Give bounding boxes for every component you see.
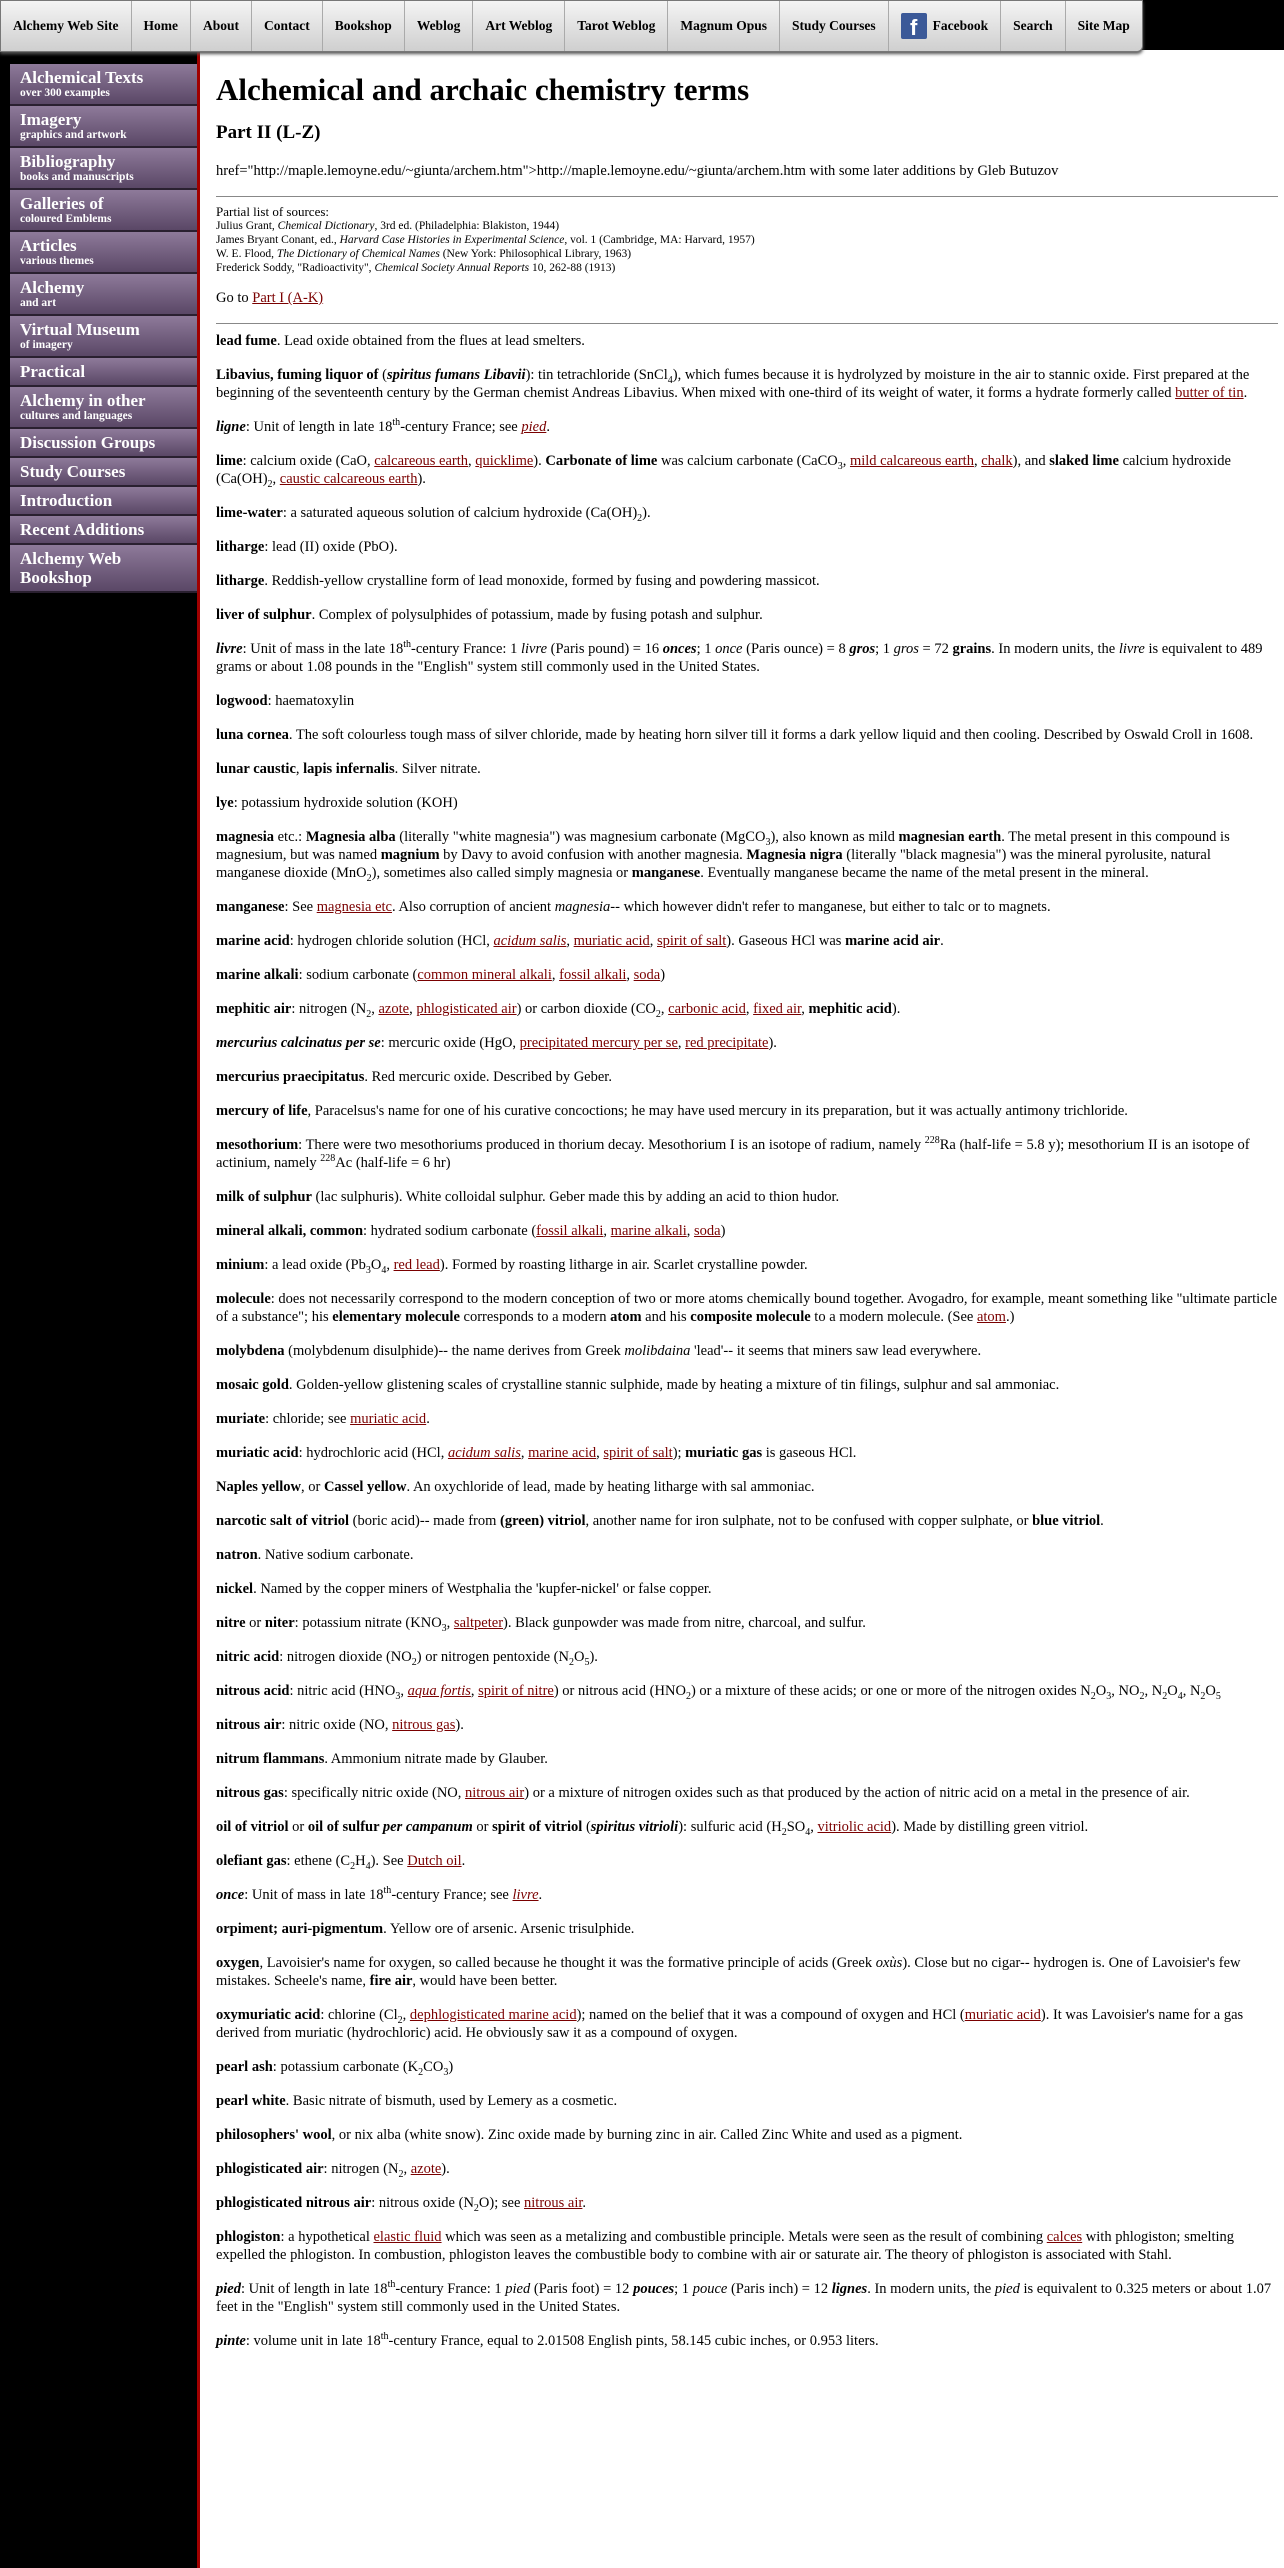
sidebar-item-alchemy[interactable] [10,274,197,316]
glossary-entry: phlogisticated nitrous air: nitrous oxide $(N_2O)$; see nitrous air. [216,2195,587,2214]
glossary-entry: mephitic air: nitrogen ($N_2$, azote, phlogisticated air) or carbon dioxide ($CO_2$, carbonic acid, fixed air, mephitic acid). [216,1001,901,1020]
cross-reference-link[interactable]: calces [1046,2229,1083,2245]
glossary-entry: pinte: volume unit in late 18th-century France, equal to 2.01508 English pints, 58.145 cubic inches, or 0.953 liters. [216,2331,879,2349]
glossary-entry: livre: Unit of mass in the late 18th-century France: 1 livre (Paris pound) = 16 onces; 1 once (Paris ounce) = 8 gros; 1 gros = 72 grains. In modern units, the livre is equivalent to 489 grams or about 1.08 pounds in the "English" system still commonly used in the United States. [216,639,1263,675]
sidebar-item-title: Alchemy Web Bookshop [20,549,122,587]
cross-reference-link[interactable]: azote [410,2161,442,2177]
nav-label: Home [143,18,178,33]
sources-items [216,219,1278,275]
cross-reference-link[interactable]: red precipitate [685,1035,769,1051]
glossary-entry: milk of sulphur (lac sulphuris). White colloidal sulphur. Geber made this by adding an acid to thion hudor. [216,1189,840,1205]
main-content [200,50,1284,2568]
cross-reference-link[interactable]: spirit of nitre [478,1683,554,1699]
cross-reference-link[interactable]: spirit of salt [603,1445,673,1461]
sidebar-item-alchemy-web-bookshop[interactable] [10,545,197,593]
cross-reference-link[interactable]: livre [512,1887,539,1903]
sidebar-item-title: Virtual Museum [20,320,140,339]
sidebar-item-title: Galleries of [20,194,104,213]
glossary-entry: lime-water: a saturated aqueous solution of calcium hydroxide $(Ca(OH)_2)$. [216,505,651,524]
goto-text: Go to [216,290,253,306]
cross-reference-link[interactable]: red lead [393,1257,440,1273]
source-url-text: href="http://maple.lemoyne.edu/~giunta/archem.htm">http://maple.lemoyne.edu/~giunta/archem.htm with some later additions by Gleb Butuzov [216,163,1059,179]
glossary-entry: liver of sulphur. Complex of polysulphides of potassium, made by fusing potash and sulphur. [216,607,763,623]
cross-reference-link[interactable]: spirit of salt [656,933,727,949]
glossary-entry: olefiant gas: ethene $(C_2H_4)$. See Dutch oil. [216,1853,466,1872]
cross-reference-link[interactable]: acidum salis [447,1445,521,1461]
glossary-entry: lead fume. Lead oxide obtained from the flues at lead smelters. [216,333,585,349]
glossary-entry: luna cornea. The soft colourless tough mass of silver chloride, made by heating horn silver till it forms a dark yellow liquid and then cooling. Described by Oswald Croll in 1608. [216,727,1254,743]
cross-reference-link[interactable]: calcareous earth [374,453,469,469]
cross-reference-link[interactable]: magnesia etc [316,899,392,915]
glossary-entry: lunar caustic, lapis infernalis. Silver nitrate. [216,761,481,777]
glossary-entry: pearl white. Basic nitrate of bismuth, used by Lemery as a cosmetic. [216,2093,618,2109]
glossary-entry: logwood: haematoxylin [216,693,355,709]
facebook-icon: f [901,13,927,39]
cross-reference-link[interactable]: acidum salis [493,933,567,949]
sidebar-item-title: Alchemical Texts [20,68,144,87]
cross-reference-link[interactable]: phlogisticated air [416,1001,517,1017]
cross-reference-link[interactable]: muriatic acid [964,2007,1041,2023]
sidebar-item-subtitle: of imagery [20,339,73,351]
glossary-entry: lye: potassium hydroxide solution (KOH) [216,795,458,811]
glossary-entry: nitrum flammans. Ammonium nitrate made by Glauber. [216,1751,548,1767]
nav-search[interactable] [1001,1,1066,51]
glossary-entry: narcotic salt of vitriol (boric acid)-- made from (green) vitriol, another name for iron sulphate, not to be confused with copper sulphate, or blue vitriol. [216,1513,1104,1529]
glossary-entry: molecule: does not necessarily correspond to the modern conception of two or more atoms chemically bound together. Avogadro, for example, meant something like "ultimate particle of a substance"; his elementary molecule corresponds to a modern atom and his composite molecule to a modern molecule. (See atom.) [216,1291,1278,1325]
sidebar-item-alchemy-in-other[interactable] [10,387,197,429]
glossary-entry: nitrous gas: specifically nitric oxide (NO, nitrous air) or a mixture of nitrogen oxides such as that produced by the action of nitric acid on a metal in the presence of air. [216,1785,1190,1801]
nav-site-map[interactable] [1066,1,1142,51]
glossary-entry: Naples yellow, or Cassel yellow. An oxychloride of lead, made by heating litharge with sal ammoniac. [216,1479,815,1495]
nav-bookshop[interactable] [323,1,405,51]
sidebar-item-title: Bibliography [20,152,116,171]
nav-label: Contact [264,18,310,33]
sidebar-item-subtitle: and art [20,297,57,309]
nav-label: Alchemy Web Site [13,18,119,33]
nav-about[interactable] [191,1,252,51]
sidebar-item-title: Recent Additions [20,520,145,539]
sidebar-item-recent-additions[interactable] [10,516,197,545]
top-navigation-bar [0,0,1143,52]
glossary-entry: nitrous acid: nitric acid ($HNO_3$, aqua fortis, spirit of nitre) or nitrous acid $(HNO_2)$ or a mixture of these acids; or one or more of the nitrogen oxides $N_2O_3$, $NO_2$, $N_2O_4$, $N_2O_5$ [216,1683,1221,1702]
nav-label: Art Weblog [485,18,553,33]
cross-reference-link[interactable]: mild calcareous earth [849,453,974,469]
source-item: James Bryant Conant, ed., Harvard Case Histories in Experimental Science, vol. 1 (Cambridge, MA: Harvard, 1957) [216,234,755,246]
cross-reference-link[interactable]: marine acid [528,1445,597,1461]
glossary-entry: pied: Unit of length in late 18th-century France: 1 pied (Paris foot) = 12 pouces; 1 pouce (Paris inch) = 12 lignes. In modern units, the pied is equivalent to 0.325 meters or about 1.07 feet in the "English" system still commonly used in the United States. [216,2279,1272,2315]
nav-alchemy-web-site[interactable] [1,1,132,51]
sidebar-item-title: Articles [20,236,77,255]
nav-label: Search [1013,18,1053,33]
glossary-entry: orpiment; auri-pigmentum. Yellow ore of arsenic. Arsenic trisulphide. [216,1921,635,1937]
glossary-entry: Libavius, fuming liquor of (spiritus fumans Libavii): tin tetrachloride (SnCl$_4$), which fumes because it is hydrolyzed by moisture in the air to stannic oxide. First prepared at the beginning of the seventeenth century by the German chemist Andreas Libavius. When mixed with one-third of its weight of water, it forms a hydrate formerly called butter of tin. [216,367,1250,401]
sidebar-item-subtitle: graphics and artwork [20,129,127,141]
nav-facebook[interactable] [889,1,1002,51]
glossary-entry: nitrous air: nitric oxide (NO, nitrous gas). [216,1717,464,1733]
sidebar-item-discussion-groups[interactable] [10,429,197,458]
sidebar-item-articles[interactable] [10,232,197,274]
cross-reference-link[interactable]: common mineral alkali [417,967,552,983]
nav-label: Facebook [932,18,989,33]
glossary-entry: muriate: chloride; see muriatic acid. [216,1411,430,1427]
cross-reference-link[interactable]: nitrous gas [392,1717,456,1733]
glossary-entry: molybdena (molybdenum disulphide)-- the name derives from Greek molibdaina 'lead'-- it seems that miners saw lead everywhere. [216,1343,982,1359]
cross-reference-link[interactable]: nitrous air [465,1785,525,1801]
glossary-entry: mineral alkali, common: hydrated sodium carbonate (fossil alkali, marine alkali, soda) [216,1223,726,1239]
nav-label: Bookshop [334,18,392,33]
sidebar-item-title: Alchemy in other [20,391,146,410]
nav-label: About [203,18,240,33]
nav-label: Study Courses [792,18,876,33]
nav-contact[interactable] [252,1,323,51]
sidebar-item-title: Alchemy [20,278,85,297]
glossary-entry: nickel. Named by the copper miners of Westphalia the 'kupfer-nickel' or false copper. [216,1581,712,1597]
cross-reference-link[interactable]: saltpeter [453,1615,504,1631]
glossary-entry: marine alkali: sodium carbonate (common mineral alkali, fossil alkali, soda) [216,967,666,983]
glossary-entry: ligne: Unit of length in late 18th-century France; see pied. [216,417,550,435]
glossary-entry: lime: calcium oxide (CaO, calcareous earth, quicklime). Carbonate of lime was calcium carbonate (CaCO$_3$, mild calcareous earth, chalk), and slaked lime calcium hydroxide ($Ca(OH)_2$, caustic calcareous earth). [216,453,1231,490]
glossary-entry: natron. Native sodium carbonate. [216,1547,414,1563]
glossary-entry: phlogisticated air: nitrogen ($N_2$, azote). [216,2161,450,2180]
glossary-entry: pearl ash: potassium carbonate $(K_2CO_3)$ [216,2059,454,2078]
nav-label: Tarot Weblog [577,18,656,33]
source-item: Frederick Soddy, "Radioactivity", Chemical Society Annual Reports 10, 262-88 (1913) [216,262,616,274]
glossary-entry: magnesia etc.: Magnesia alba (literally "white magnesia") was magnesium carbonate (MgCO$_3$), also known as mild magnesian earth. The metal present in this compound is magnesium, but was named magnium by Davy to avoid confusion with another magnesia. Magnesia nigra (literally "black magnesia") was the mineral pyrolusite, natural manganese dioxide (MnO$_2$), sometimes also called simply magnesia or manganese. Eventually manganese became the name of the metal present in the mineral. [216,829,1230,884]
cross-reference-link[interactable]: soda [633,967,661,983]
goto-line [216,289,1278,307]
nav-weblog[interactable] [405,1,474,51]
cross-reference-link[interactable]: fossil alkali [559,967,627,983]
cross-reference-link[interactable]: caustic calcareous earth [279,471,418,487]
cross-reference-link[interactable]: muriatic acid [350,1411,427,1427]
divider [216,196,1278,197]
nav-home[interactable] [132,1,192,51]
cross-reference-link[interactable]: pied [521,419,547,435]
sidebar-item-title: Practical [20,362,86,381]
page-subtitle: Part II (L-Z) [216,122,321,143]
sources-list [216,205,1278,275]
sidebar-menu [10,64,197,593]
sidebar-item-subtitle: various themes [20,255,94,267]
sidebar-item-virtual-museum[interactable] [10,316,197,358]
cross-reference-link[interactable]: soda [694,1223,721,1239]
sidebar-item-title: Study Courses [20,462,126,481]
nav-tarot-weblog[interactable] [565,1,668,51]
sidebar-item-practical[interactable] [10,358,197,387]
sidebar-item-galleries-of[interactable] [10,190,197,232]
cross-reference-link[interactable]: fossil alkali [536,1223,604,1239]
glossary-entry: minium: a lead oxide ($Pb_3O_4$, red lead). Formed by roasting litharge in air. Scarlet crystalline powder. [216,1257,808,1276]
glossary-entry: mercury of life, Paracelsus's name for one of his curative concoctions; he may have used mercury in its preparation, but it was actually antimony trichloride. [216,1103,1128,1119]
glossary-entry: nitre or niter: potassium nitrate ($KNO_3$, saltpeter). Black gunpowder was made from nitre, charcoal, and sulfur. [216,1615,866,1634]
sidebar-item-imagery[interactable] [10,106,197,148]
glossary-entry: oxymuriatic acid: chlorine ($Cl_2$, dephlogisticated marine acid); named on the belief that it was a compound of oxygen and HCl (muriatic acid). It was Lavoisier's name for a gas derived from muriatic (hydrochloric) acid. He obviously saw it as a compound of oxygen. [216,2007,1244,2041]
glossary-entry: litharge. Reddish-yellow crystalline form of lead monoxide, formed by fusing and powdering massicot. [216,573,820,589]
nav-label: Site Map [1077,18,1130,33]
sidebar-item-introduction[interactable] [10,487,197,516]
sidebar-item-bibliography[interactable] [10,148,197,190]
cross-reference-link[interactable]: dephlogisticated marine acid [409,2007,577,2023]
glossary-entry: muriatic acid: hydrochloric acid (HCl, acidum salis, marine acid, spirit of salt); muriatic gas is gaseous HCl. [216,1445,857,1461]
part-one-link[interactable]: Part I (A-K) [252,290,324,306]
glossary-entry: oxygen, Lavoisier's name for oxygen, so called because he thought it was the formative principle of acids (Greek oxùs). Close but no cigar-- hydrogen is. One of Lavoisier's few mistakes. Scheele's name, fire air, would have been better. [216,1955,1241,1989]
source-item: W. E. Flood, The Dictionary of Chemical Names (New York: Philosophical Library, 1963) [216,248,632,260]
glossary-entry: litharge: lead (II) oxide (PbO). [216,539,398,555]
cross-reference-link[interactable]: aqua fortis [407,1683,471,1699]
glossary-entry: oil of vitriol or oil of sulfur per campanum or spirit of vitriol (spiritus vitrioli): sulfuric acid ($H_2SO_4$, vitriolic acid). Made by distilling green vitriol. [216,1819,1089,1838]
glossary-entry: marine acid: hydrogen chloride solution (HCl, acidum salis, muriatic acid, spirit of salt). Gaseous HCl was marine acid air. [216,933,944,949]
glossary-entry: manganese: See magnesia etc. Also corruption of ancient magnesia-- which however didn't refer to manganese, but either to talc or to magnets. [216,899,1051,915]
nav-art-weblog[interactable] [473,1,565,51]
sidebar-item-subtitle: over 300 examples [20,87,110,99]
sidebar-item-title: Introduction [20,491,113,510]
sidebar-item-study-courses[interactable] [10,458,197,487]
sidebar-item-title: Discussion Groups [20,433,156,452]
sidebar-item-title: Imagery [20,110,82,129]
cross-reference-link[interactable]: muriatic acid [573,933,650,949]
cross-reference-link[interactable]: butter of tin [1175,385,1244,401]
sidebar-item-subtitle: books and manuscripts [20,171,134,183]
glossary-entry: mercurius calcinatus per se: mercuric oxide (HgO, precipitated mercury per se, red precipitate). [216,1035,777,1051]
glossary-entry: mesothorium: There were two mesothoriums produced in thorium decay. Mesothorium I is an isotope of radium, namely $^{228}$Ra (half-life = 5.8 y); mesothorium II is an isotope of actinium, namely $^{228}$Ac (half-life = 6 hr) [216,1135,1250,1171]
sidebar-item-subtitle: coloured Emblems [20,213,112,225]
cross-reference-link[interactable]: precipitated mercury per se [519,1035,678,1051]
glossary-entry: once: Unit of mass in late 18th-century France; see livre. [216,1885,543,1903]
cross-reference-link[interactable]: quicklime [475,453,534,469]
glossary-entry: philosophers' wool, or nix alba (white snow). Zinc oxide made by burning zinc in air. Called Zinc White and used as a pigment. [216,2127,963,2143]
nav-magnum-opus[interactable] [668,1,780,51]
glossary-entry: nitric acid: nitrogen dioxide $(NO_2)$ or nitrogen pentoxide $(N_2O_5)$. [216,1649,598,1668]
cross-reference-link[interactable]: elastic fluid [373,2229,442,2245]
nav-label: Magnum Opus [680,18,768,33]
nav-label: Weblog [416,18,461,33]
glossary-entry: mercurius praecipitatus. Red mercuric oxide. Described by Geber. [216,1069,612,1085]
cross-reference-link[interactable]: azote [378,1001,410,1017]
source-item: Julius Grant, Chemical Dictionary, 3rd ed. (Philadelphia: Blakiston, 1944) [216,220,560,232]
sidebar-item-alchemical-texts[interactable] [10,64,197,106]
page-title: Alchemical and archaic chemistry terms [216,72,750,107]
cross-reference-link[interactable]: vitriolic acid [817,1819,892,1835]
cross-reference-link[interactable]: chalk [981,453,1013,469]
glossary-entries [216,332,1278,2350]
glossary-entry: phlogiston: a hypothetical elastic fluid which was seen as a metalizing and combustible principle. Metals were seen as the result of combining calces with phlogiston; smelting expelled the phlogiston. In combustion, phlogiston leaves the combustible body to combine with air or saturate air. The theory of phlogiston is associated with Stahl. [216,2229,1235,2263]
cross-reference-link[interactable]: Dutch oil [407,1853,462,1869]
cross-reference-link[interactable]: nitrous air [524,2195,583,2211]
divider [216,323,1278,324]
glossary-entry: mosaic gold. Golden-yellow glistening scales of crystalline stannic sulphide, made by heating a mixture of tin filings, sulphur and sal ammoniac. [216,1377,1060,1393]
sidebar-item-subtitle: cultures and languages [20,410,133,422]
cross-reference-link[interactable]: fixed air [753,1001,802,1017]
cross-reference-link[interactable]: atom [976,1309,1006,1325]
sources-heading: Partial list of sources: [216,204,330,219]
cross-reference-link[interactable]: carbonic acid [668,1001,746,1017]
nav-study-courses[interactable] [780,1,889,51]
cross-reference-link[interactable]: marine alkali [610,1223,687,1239]
